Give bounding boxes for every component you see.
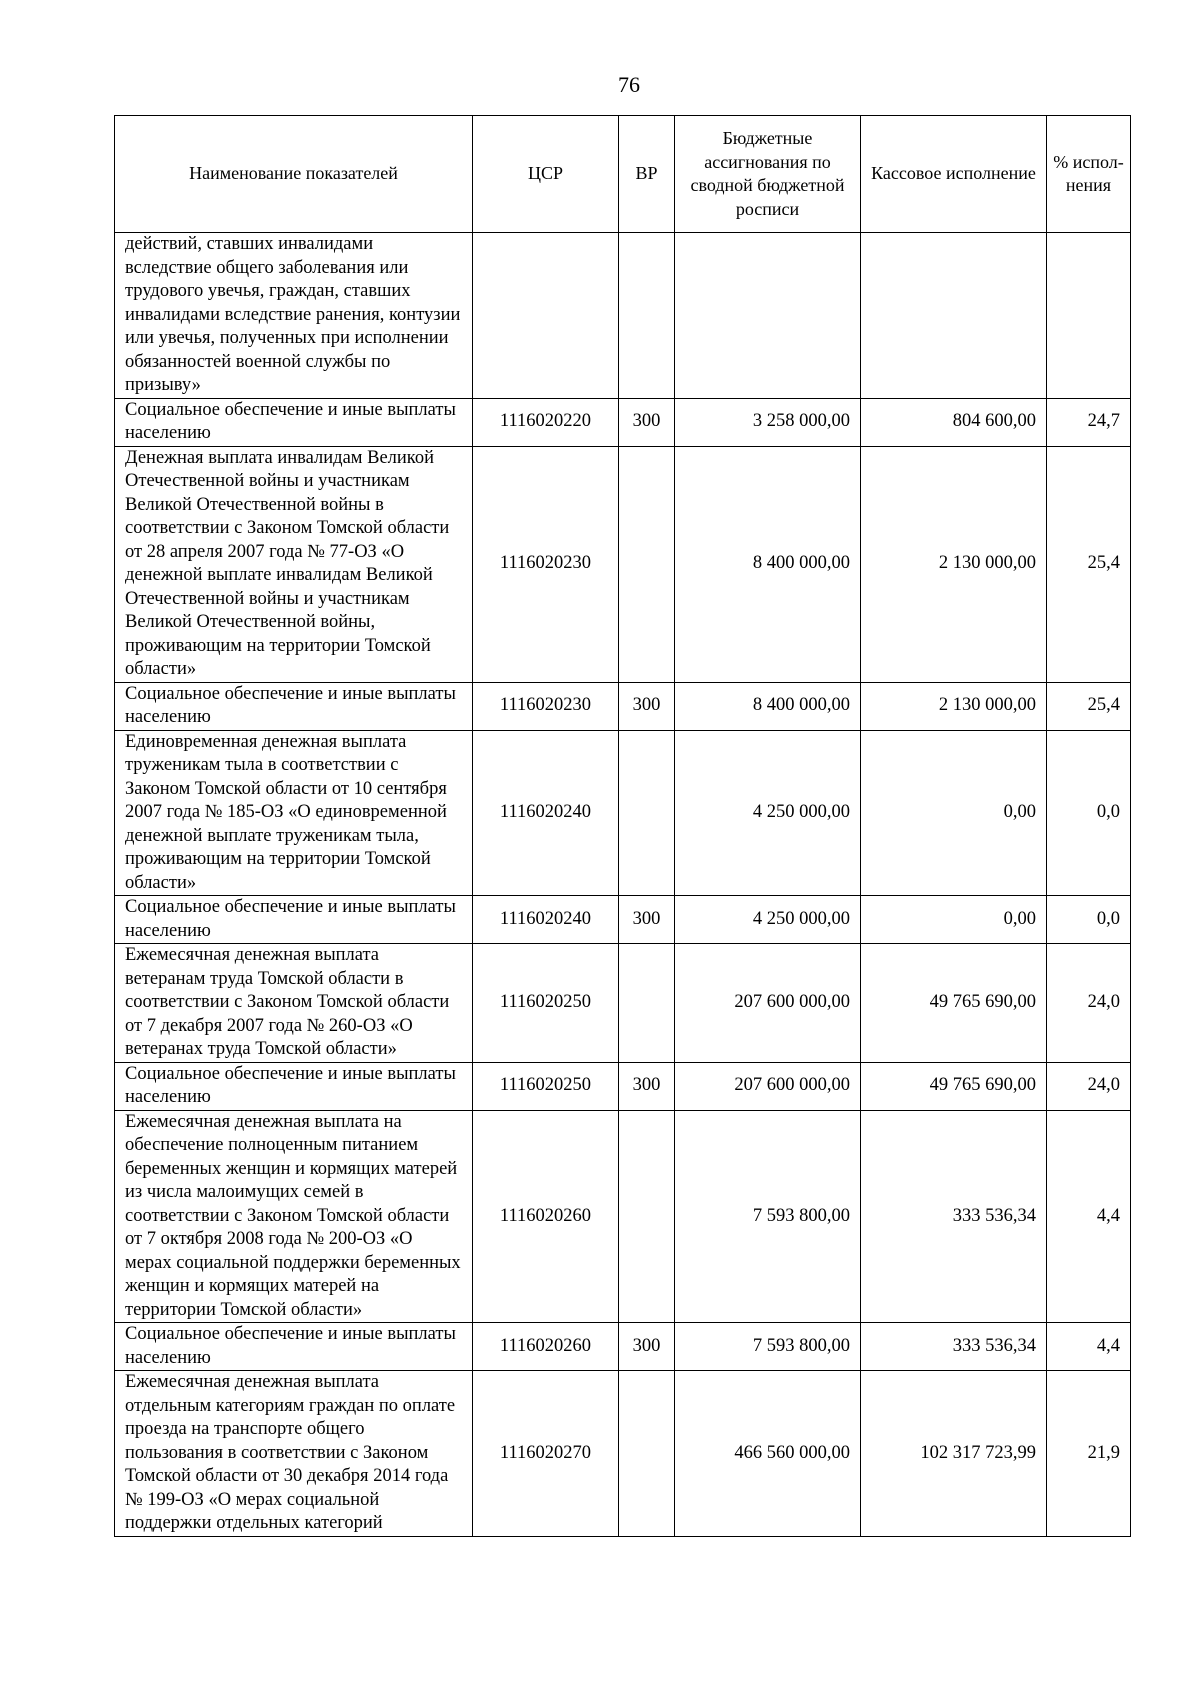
cell-name: действий, ставших инвалидами вследствие общего заболевания или трудового увечья, граждан, ставших инвалидами вследствие ранения, контузии или увечья, полученных при исполнении обязанностей военной службы по призыву» <box>115 233 473 399</box>
cell-name: Ежемесячная денежная выплата отдельным категориям граждан по оплате проезда на транспорте общего пользования в соответствии с Законом Томской области от 30 декабря 2014 года № 199-ОЗ «О мерах социальной поддержки отдельных категорий <box>115 1371 473 1537</box>
cell-name: Единовременная денежная выплата труженикам тыла в соответствии с Законом Томской области от 10 сентября 2007 года № 185-ОЗ «О единовременной денежной выплате труженикам тыла, проживающим на территории Томской области» <box>115 730 473 896</box>
cell-csr: 1116020250 <box>473 1062 619 1110</box>
cell-csr: 1116020250 <box>473 944 619 1063</box>
cell-execution: 49 765 690,00 <box>861 1062 1047 1110</box>
cell-execution: 102 317 723,99 <box>861 1371 1047 1537</box>
table-row <box>115 398 1131 446</box>
cell-csr: 1116020230 <box>473 446 619 682</box>
table-row <box>115 1110 1131 1323</box>
cell-assignments: 8 400 000,00 <box>675 682 861 730</box>
cell-name: Ежемесячная денежная выплата ветеранам труда Томской области в соответствии с Законом Томской области от 7 декабря 2007 года № 260-ОЗ «О ветеранах труда Томской области» <box>115 944 473 1063</box>
cell-vr: 300 <box>619 682 675 730</box>
cell-name: Социальное обеспечение и иные выплаты населению <box>115 398 473 446</box>
cell-percent <box>1047 233 1131 399</box>
header-assignments: Бюджетные ассигнования по сводной бюджетной росписи <box>675 116 861 233</box>
cell-vr: 300 <box>619 1323 675 1371</box>
table-row <box>115 233 1131 399</box>
cell-vr <box>619 1371 675 1537</box>
cell-execution: 2 130 000,00 <box>861 682 1047 730</box>
cell-assignments: 3 258 000,00 <box>675 398 861 446</box>
cell-execution: 0,00 <box>861 730 1047 896</box>
table-header-row <box>115 116 1131 233</box>
header-name: Наименование показателей <box>115 116 473 233</box>
cell-csr: 1116020240 <box>473 896 619 944</box>
header-execution: Кассовое исполнение <box>861 116 1047 233</box>
cell-execution: 0,00 <box>861 896 1047 944</box>
table-row <box>115 446 1131 682</box>
cell-percent: 24,0 <box>1047 1062 1131 1110</box>
cell-csr: 1116020260 <box>473 1323 619 1371</box>
cell-vr <box>619 730 675 896</box>
header-vr: ВР <box>619 116 675 233</box>
budget-table <box>114 115 1131 1537</box>
cell-assignments: 7 593 800,00 <box>675 1110 861 1323</box>
table-row <box>115 1323 1131 1371</box>
cell-assignments <box>675 233 861 399</box>
cell-execution: 49 765 690,00 <box>861 944 1047 1063</box>
cell-percent: 25,4 <box>1047 446 1131 682</box>
cell-percent: 4,4 <box>1047 1110 1131 1323</box>
cell-csr: 1116020240 <box>473 730 619 896</box>
cell-vr: 300 <box>619 1062 675 1110</box>
cell-percent: 0,0 <box>1047 730 1131 896</box>
cell-percent: 4,4 <box>1047 1323 1131 1371</box>
cell-name: Социальное обеспечение и иные выплаты населению <box>115 1062 473 1110</box>
cell-assignments: 207 600 000,00 <box>675 1062 861 1110</box>
cell-csr: 1116020270 <box>473 1371 619 1537</box>
cell-name: Социальное обеспечение и иные выплаты населению <box>115 682 473 730</box>
cell-vr <box>619 944 675 1063</box>
cell-name: Социальное обеспечение и иные выплаты населению <box>115 896 473 944</box>
cell-percent: 24,7 <box>1047 398 1131 446</box>
cell-assignments: 8 400 000,00 <box>675 446 861 682</box>
cell-percent: 0,0 <box>1047 896 1131 944</box>
cell-vr <box>619 233 675 399</box>
cell-execution: 2 130 000,00 <box>861 446 1047 682</box>
cell-name: Социальное обеспечение и иные выплаты населению <box>115 1323 473 1371</box>
cell-vr <box>619 1110 675 1323</box>
table-row <box>115 896 1131 944</box>
table-row <box>115 944 1131 1063</box>
cell-execution <box>861 233 1047 399</box>
page-number: 76 <box>618 72 640 97</box>
cell-csr: 1116020230 <box>473 682 619 730</box>
cell-execution: 333 536,34 <box>861 1323 1047 1371</box>
table-row <box>115 1371 1131 1537</box>
cell-execution: 804 600,00 <box>861 398 1047 446</box>
cell-csr <box>473 233 619 399</box>
table-row <box>115 682 1131 730</box>
cell-assignments: 7 593 800,00 <box>675 1323 861 1371</box>
cell-percent: 21,9 <box>1047 1371 1131 1537</box>
cell-csr: 1116020260 <box>473 1110 619 1323</box>
header-csr: ЦСР <box>473 116 619 233</box>
cell-vr: 300 <box>619 896 675 944</box>
cell-vr <box>619 446 675 682</box>
cell-percent: 24,0 <box>1047 944 1131 1063</box>
cell-csr: 1116020220 <box>473 398 619 446</box>
table-row <box>115 1062 1131 1110</box>
cell-percent: 25,4 <box>1047 682 1131 730</box>
cell-assignments: 207 600 000,00 <box>675 944 861 1063</box>
cell-assignments: 4 250 000,00 <box>675 896 861 944</box>
cell-name: Ежемесячная денежная выплата на обеспечение полноценным питанием беременных женщин и кормящих матерей из числа малоимущих семей в соответствии с Законом Томской области от 7 октября 2008 года № 200-ОЗ «О мерах социальной поддержки беременных женщин и кормящих матерей на территории Томской области» <box>115 1110 473 1323</box>
cell-vr: 300 <box>619 398 675 446</box>
cell-name: Денежная выплата инвалидам Великой Отечественной войны и участникам Великой Отечественной войны в соответствии с Законом Томской области от 28 апреля 2007 года № 77-ОЗ «О денежной выплате инвалидам Великой Отечественной войны и участникам Великой Отечественной войны, проживающим на территории Томской области» <box>115 446 473 682</box>
cell-execution: 333 536,34 <box>861 1110 1047 1323</box>
cell-assignments: 466 560 000,00 <box>675 1371 861 1537</box>
table-row <box>115 730 1131 896</box>
header-percent: % испол-нения <box>1047 116 1131 233</box>
cell-assignments: 4 250 000,00 <box>675 730 861 896</box>
